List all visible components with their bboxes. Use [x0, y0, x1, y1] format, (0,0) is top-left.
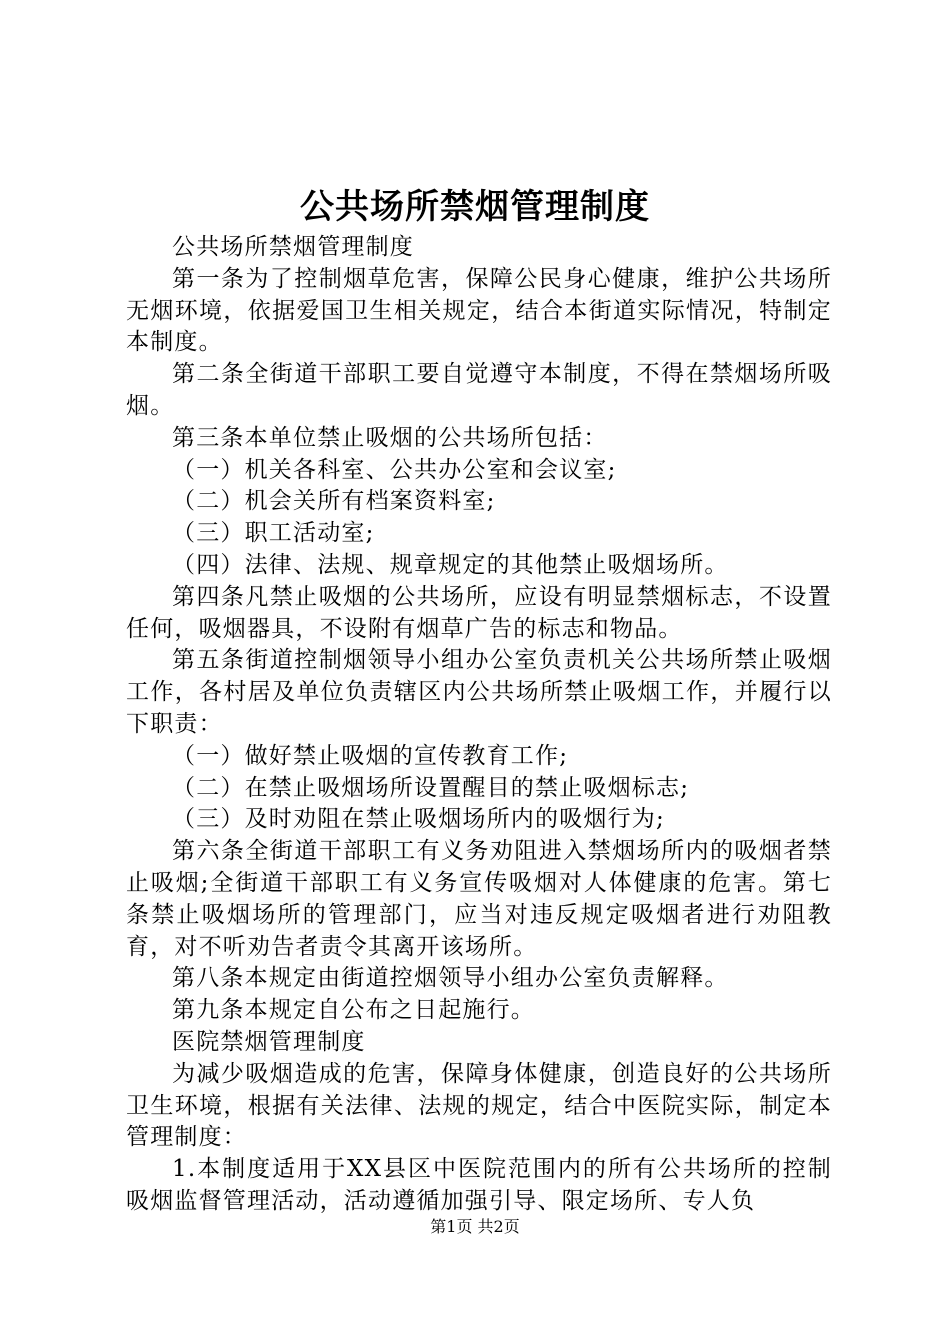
paragraph: （二）在禁止吸烟场所设置醒目的禁止吸烟标志; [172, 774, 690, 801]
paragraph: （三）职工活动室; [172, 520, 375, 547]
paragraph: 第八条本规定由街道控烟领导小组办公室负责解释。 [172, 965, 729, 992]
paragraph: 第六条全街道干部职工有义务劝阻进入禁烟场所内的吸烟者禁止吸烟;全街道干部职工有义务宣传吸烟对人体健康的危害。第七条禁止吸烟场所的管理部门，应当对违反规定吸烟者进行劝阻教育，对不听劝告者责令其离开该场所。 [126, 838, 832, 960]
paragraph: （一）做好禁止吸烟的宣传教育工作; [172, 742, 569, 769]
paragraph: （三）及时劝阻在禁止吸烟场所内的吸烟行为; [172, 806, 665, 833]
page-footer: 第1页 共2页 [430, 1217, 520, 1236]
document-title: 公共场所禁烟管理制度 [300, 187, 650, 227]
paragraph: 第五条街道控制烟领导小组办公室负责机关公共场所禁止吸烟工作，各村居及单位负责辖区内公共场所禁止吸烟工作，并履行以下职责： [126, 647, 832, 737]
paragraph: 第二条全街道干部职工要自觉遵守本制度，不得在禁烟场所吸烟。 [126, 361, 832, 419]
paragraph: 公共场所禁烟管理制度 [172, 234, 414, 260]
paragraph: 1.本制度适用于XX县区中医院范围内的所有公共场所的控制吸烟监督管理活动，活动遵循加强引导、限定场所、专人负 [126, 1156, 832, 1214]
document-body [126, 232, 832, 1218]
paragraph: 为减少吸烟造成的危害，保障身体健康，创造良好的公共场所卫生环境，根据有关法律、法规的规定，结合中医院实际，制定本管理制度： [126, 1060, 832, 1151]
paragraph: 医院禁烟管理制度 [172, 1028, 366, 1055]
paragraph: 第一条为了控制烟草危害，保障公民身心健康，维护公共场所无烟环境，依据爱国卫生相关规定，结合本街道实际情况，特制定本制度。 [126, 265, 832, 356]
paragraph: （二）机会关所有档案资料室; [172, 488, 496, 515]
paragraph: 第九条本规定自公布之日起施行。 [172, 997, 535, 1024]
paragraph: 第四条凡禁止吸烟的公共场所，应设有明显禁烟标志，不设置任何，吸烟器具，不设附有烟草广告的标志和物品。 [126, 583, 832, 642]
paragraph: 第三条本单位禁止吸烟的公共场所包括： [172, 424, 608, 451]
paragraph: （一）机关各科室、公共办公室和会议室; [172, 456, 617, 483]
paragraph: （四）法律、法规、规章规定的其他禁止吸烟场所。 [172, 551, 729, 578]
